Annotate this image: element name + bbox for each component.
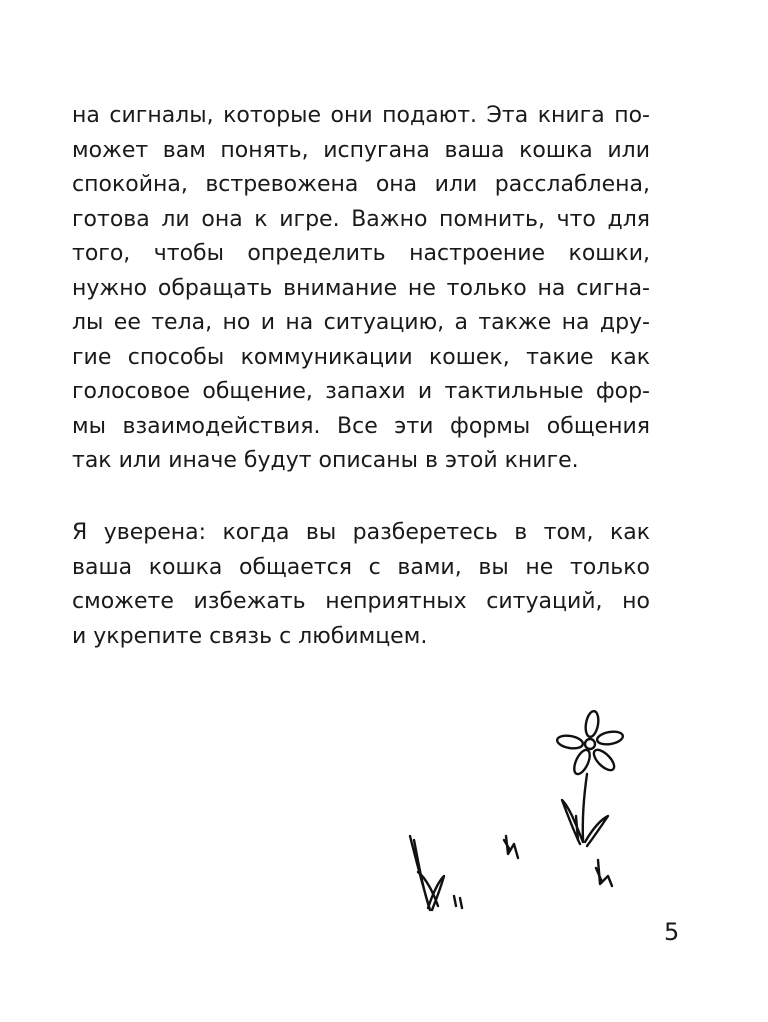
text-line: гие способы коммуникации кошек, такие как: [72, 344, 650, 370]
text-line: нужно обращать внимание не только на сигна-: [72, 275, 650, 301]
text-line: готова ли она к игре. Важно помнить, что для: [72, 206, 650, 232]
text-line: на сигналы, которые они подают. Эта книга по-: [72, 103, 650, 128]
flower-icon: [556, 710, 624, 846]
grass-sprout-icon: [504, 836, 518, 858]
text-line: спокойна, встревожена она или расслаблена,: [72, 172, 650, 197]
text-line: сможете избежать неприятных ситуаций, но: [72, 589, 650, 614]
page-number: 5: [664, 918, 680, 946]
paragraph-2: [72, 516, 650, 654]
text-line: голосовое общение, запахи и тактильные фор-: [72, 379, 650, 404]
grass-tuft-icon: [410, 836, 462, 910]
text-line: Я уверена: когда вы разберетесь в том, как: [72, 520, 650, 545]
flower-grass-illustration: [390, 700, 650, 930]
text-line: может вам понять, испугана ваша кошка или: [72, 137, 650, 163]
paragraph-1: [72, 99, 650, 479]
text-line: мы взаимодействия. Все эти формы общения: [72, 413, 650, 439]
text-line: того, чтобы определить настроение кошки,: [72, 241, 650, 266]
text-line: так или иначе будут описаны в этой книге.: [72, 448, 579, 473]
grass-sprout-icon: [596, 860, 612, 886]
text-line: лы ее тела, но и на ситуацию, а также на дру-: [72, 310, 650, 335]
text-line: ваша кошка общается с вами, вы не только: [72, 554, 650, 580]
text-line: и укрепите связь с любимцем.: [72, 623, 428, 649]
